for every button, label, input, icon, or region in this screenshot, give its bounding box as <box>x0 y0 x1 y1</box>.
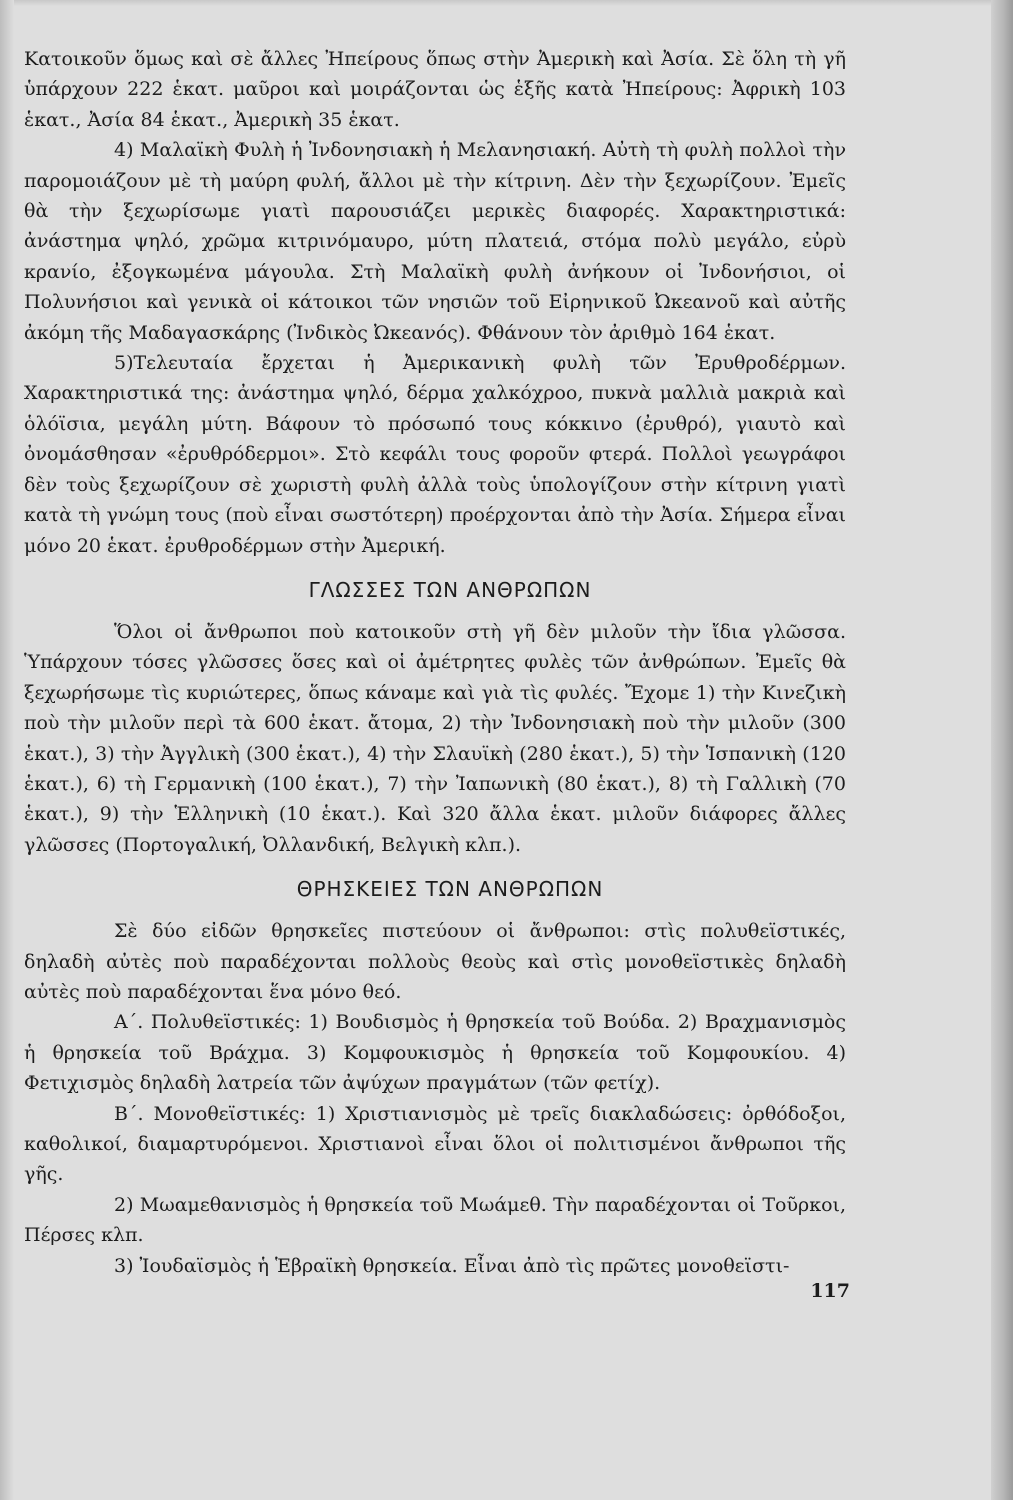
paragraph-judaism: 3) Ἰουδαϊσμὸς ἡ Ἑβραϊκὴ θρησκεία. Εἶναι ἀπὸ τὶς πρῶτες μονοθεϊστι- <box>114 1254 790 1277</box>
page-left-shadow <box>0 0 14 1500</box>
page-right-edge <box>991 0 1013 1500</box>
paragraph-languages: Ὅλοι οἱ ἄνθρωποι ποὺ κατοικοῦν στὴ γῆ δὲν μιλοῦν τὴν ἴδια γλῶσσα. Ὑπάρχουν τόσες γλῶσσες ὅσες καὶ οἱ ἀμέτρητες φυλὲς τῶν ἀνθρώπων. Ἐμεῖς θὰ ξεχωρήσωμε τὶς κυριώτερες, ὅπως κάναμε καὶ γιὰ τὶς φυλές. Ἔχομε 1) τὴν Κινεζικὴ ποὺ τὴν μιλοῦν περὶ τὰ 600 ἑκατ. ἄτομα, 2) τὴν Ἰνδονησιακὴ ποὺ τὴν μιλοῦν (300 ἑκατ.), 3) τὴν Ἀγγλικὴ (300 ἑκατ.), 4) τὴν Σλαυϊκὴ (280 ἑκατ.), 5) τὴν Ἱσπανικὴ (120 ἑκατ.), 6) τὴ Γερμανικὴ (100 ἑκατ.), 7) τὴν Ἰαπωνικὴ (80 ἑκατ.), 8) τὴ Γαλλικὴ (70 ἑκατ.), 9) τὴν Ἑλληνικὴ (10 ἑκατ.). Καὶ 320 ἄλλα ἑκατ. μιλοῦν διάφορες ἄλλες γλῶσσες (Πορτογαλική, Ὀλλανδική, Βελγικὴ κλπ.). <box>24 620 846 856</box>
paragraph-polytheistic: Α΄. Πολυθεϊστικές: 1) Βουδισμὸς ἡ θρησκεία τοῦ Βούδα. 2) Βραχμανισμὸς ἡ θρησκεία τοῦ Βράχμα. 3) Κομφουκισμὸς ἡ θρησκεία τοῦ Κομφουκίου. 4) Φετιχισμὸς δηλαδὴ λατρεία τῶν ἀψύχων πραγμάτων (τῶν φετίχ). <box>24 1011 846 1095</box>
page-body-text <box>24 44 846 1281</box>
page-number: 117 <box>810 1280 850 1302</box>
heading-religions: ΘΡΗΣΚΕΙΕΣ ΤΩΝ ΑΝΘΡΩΠΩΝ <box>296 877 604 902</box>
paragraph-malay-race: 4) Μαλαϊκὴ Φυλὴ ἡ Ἰνδονησιακὴ ἡ Μελανησιακή. Αὐτὴ τὴ φυλὴ πολλοὶ τὴν παρομοιάζουν μὲ τὴ μαύρη φυλή, ἄλλοι μὲ τὴν κίτρινη. Δὲν τὴν ξεχωρίζουν. Ἐμεῖς θὰ τὴν ξεχωρίσωμε γιατὶ παρουσιάζει μερικὲς διαφορές. Χαρακτηριστικά: ἀνάστημα ψηλό, χρῶμα κιτρινόμαυρο, μύτη πλατειά, στόμα πολὺ μεγάλο, εὐρὺ κρανίο, ἐξογκωμένα μάγουλα. Στὴ Μαλαϊκὴ φυλὴ ἀνήκουν οἱ Ἰνδονήσιοι, οἱ Πολυνήσιοι καὶ γενικὰ οἱ κάτοικοι τῶν νησιῶν τοῦ Εἰρηνικοῦ Ὠκεανοῦ καὶ αὐτῆς ἀκόμη τῆς Μαδαγασκάρης (Ἰνδικὸς Ὠκεανός). Φθάνουν τὸν ἀριθμὸ 164 ἑκατ. <box>24 139 846 344</box>
paragraph-monotheistic: Β΄. Μονοθεϊστικές: 1) Χριστιανισμὸς μὲ τρεῖς διακλαδώσεις: ὀρθόδοξοι, καθολικοί, διαμαρτυρόμενοι. Χριστιανοὶ εἶναι ὅλοι οἱ πολιτισμένοι ἄνθρωποι τῆς γῆς. <box>24 1102 846 1186</box>
paragraph-islam: 2) Μωαμεθανισμὸς ἡ θρησκεία τοῦ Μωάμεθ. Τὴν παραδέχονται οἱ Τοῦρκοι, Πέρσες κλπ. <box>24 1193 846 1247</box>
page-top-shadow <box>0 0 1013 6</box>
paragraph-continuation: Κατοικοῦν ὅμως καὶ σὲ ἄλλες Ἠπείρους ὅπως στὴν Ἀμερικὴ καὶ Ἀσία. Σὲ ὅλη τὴ γῆ ὑπάρχουν 222 ἑκατ. μαῦροι καὶ μοιράζονται ὡς ἑξῆς κατὰ Ἠπείρους: Ἀφρικὴ 103 ἑκατ., Ἀσία 84 ἑκατ., Ἀμερικὴ 35 ἑκατ. <box>24 48 846 131</box>
heading-languages: ΓΛΩΣΣΕΣ ΤΩΝ ΑΝΘΡΩΠΩΝ <box>308 577 592 602</box>
paragraph-american-race: 5)Τελευταία ἔρχεται ἡ Ἀμερικανικὴ φυλὴ τῶν Ἐρυθροδέρμων. Χαρακτηριστικά της: ἀνάστημα ψηλό, δέρμα χαλκόχροο, πυκνὰ μαλλιὰ μακριὰ καὶ ὁλόϊσια, μεγάλη μύτη. Βάφουν τὸ πρόσωπό τους κόκκινο (ἐρυθρό), γιαυτὸ καὶ ὀνομάσθησαν «ἐρυθρόδερμοι». Στὸ κεφάλι τους φοροῦν φτερά. Πολλοὶ γεωγράφοι δὲν τοὺς ξεχωρίζουν σὲ χωριστὴ φυλὴ ἀλλὰ τοὺς ὑπολογίζουν στὴν κίτρινη γιατὶ κατὰ τὴ γνώμη τους (ποὺ εἶναι σωστότερη) προέρχονται ἀπὸ τὴν Ἀσία. Σήμερα εἶναι μόνο 20 ἑκατ. ἐρυθροδέρμων στὴν Ἀμερική. <box>24 352 846 557</box>
paragraph-religions-intro: Σὲ δύο εἰδῶν θρησκεῖες πιστεύουν οἱ ἄνθρωποι: στὶς πολυθεϊστικές, δηλαδὴ αὐτὲς ποὺ παραδέχονται πολλοὺς θεοὺς καὶ στὶς μονοθεϊστικὲς δηλαδὴ αὐτὲς ποὺ παραδέχονται ἕνα μόνο θεό. <box>24 920 846 1003</box>
